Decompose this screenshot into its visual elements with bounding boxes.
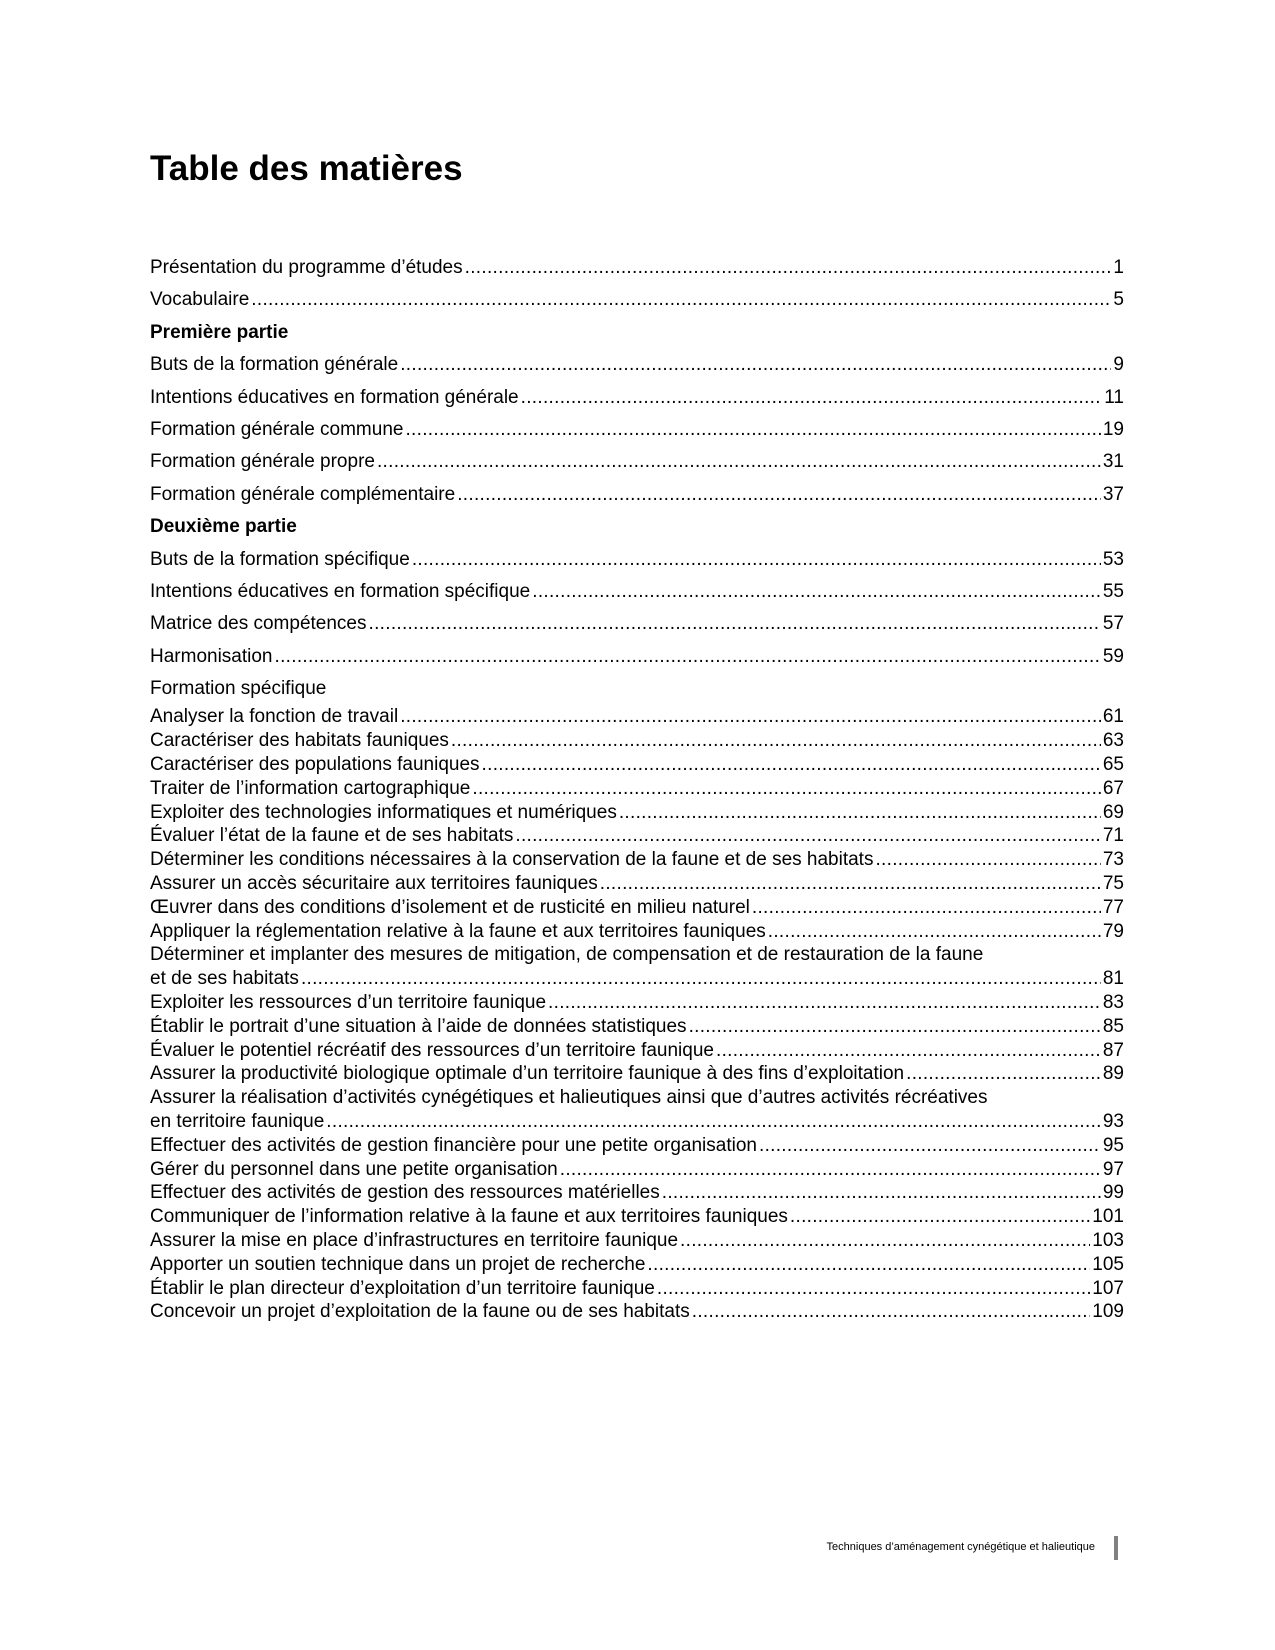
dot-leader [619, 801, 1101, 825]
toc-entry-label: Déterminer les conditions nécessaires à la conservation de la faune et de ses habitats [150, 849, 874, 871]
dot-leader [647, 1253, 1090, 1277]
toc-entry-page: 105 [1092, 1253, 1124, 1275]
toc-entry[interactable] [150, 349, 1124, 381]
toc-entry[interactable] [150, 1181, 1124, 1205]
toc-entry-page: 61 [1102, 706, 1124, 728]
toc-entry-page: 69 [1102, 801, 1124, 823]
toc-entry-label: Traiter de l’information cartographique [150, 777, 471, 799]
toc-entry-page: 19 [1102, 418, 1124, 440]
toc-entry[interactable] [150, 991, 1124, 1015]
toc-entry[interactable] [150, 729, 1124, 753]
toc-entry-page: 37 [1102, 483, 1124, 505]
toc-part2-section [150, 544, 1124, 674]
toc-entry-page: 5 [1113, 289, 1124, 311]
toc-entry-page: 73 [1102, 849, 1124, 871]
part-heading: Première partie [150, 321, 289, 343]
toc-entry-label: Vocabulaire [150, 289, 250, 311]
toc-entry-label: Établir le plan directeur d’exploitation d’un territoire faunique [150, 1277, 655, 1299]
toc-entry-label: en territoire faunique [150, 1111, 325, 1133]
toc-entry[interactable] [150, 1110, 1124, 1134]
dot-leader [275, 641, 1101, 673]
toc-entry[interactable] [150, 1134, 1124, 1158]
toc-entry[interactable] [150, 753, 1124, 777]
dot-leader [482, 753, 1101, 777]
toc-entry-page: 93 [1102, 1111, 1124, 1133]
toc-entry-label: Caractériser des habitats fauniques [150, 730, 449, 752]
dot-leader [457, 479, 1101, 511]
toc-entry[interactable] [150, 1158, 1124, 1182]
toc-entry-label: Exploiter les ressources d’un territoire faunique [150, 992, 547, 1014]
toc-entry-page: 53 [1102, 548, 1124, 570]
toc-entry-label: Effectuer des activités de gestion des ressources matérielles [150, 1182, 660, 1204]
toc-entry[interactable] [150, 414, 1124, 446]
toc-entry-page: 107 [1092, 1277, 1124, 1299]
dot-leader [560, 1158, 1101, 1182]
dot-leader [692, 1300, 1091, 1324]
toc-entry-label: Effectuer des activités de gestion financière pour une petite organisation [150, 1134, 757, 1156]
toc-entry[interactable] [150, 1229, 1124, 1253]
dot-leader [906, 1062, 1101, 1086]
toc-entry-page: 79 [1102, 920, 1124, 942]
toc-entry-page: 9 [1113, 354, 1124, 376]
toc-entry-page: 65 [1102, 754, 1124, 776]
toc-entry[interactable] [150, 641, 1124, 673]
toc-entry[interactable] [150, 1253, 1124, 1277]
toc-entry-wrapped-line[interactable]: Assurer la réalisation d’activités cynégétiques et halieutiques ainsi que d’autres activités récréatives [150, 1087, 988, 1109]
toc-entry-page: 109 [1092, 1301, 1124, 1323]
dot-leader [716, 1039, 1101, 1063]
toc-entry[interactable] [150, 872, 1124, 896]
toc-entry-page: 59 [1102, 645, 1124, 667]
toc-entry-page: 31 [1102, 451, 1124, 473]
toc-entry-page: 71 [1102, 825, 1124, 847]
toc-entry-label: Appliquer la réglementation relative à la faune et aux territoires fauniques [150, 920, 766, 942]
dot-leader [689, 1015, 1101, 1039]
toc-entry[interactable] [150, 705, 1124, 729]
toc-entry-label: Gérer du personnel dans une petite organisation [150, 1158, 558, 1180]
toc-entry-page: 1 [1113, 257, 1124, 278]
dot-leader [515, 824, 1101, 848]
dot-leader [875, 848, 1100, 872]
dot-leader [251, 284, 1111, 316]
toc-entry[interactable] [150, 284, 1124, 316]
footer-title: Techniques d’aménagement cynégétique et halieutique [826, 1541, 1095, 1553]
toc-entry-page: 85 [1102, 1015, 1124, 1037]
toc-entry[interactable] [150, 1062, 1124, 1086]
toc-entry-page: 87 [1102, 1039, 1124, 1061]
toc-entry[interactable] [150, 576, 1124, 608]
toc-entry[interactable] [150, 801, 1124, 825]
dot-leader [412, 544, 1101, 576]
toc-entry[interactable] [150, 777, 1124, 801]
dot-leader [521, 382, 1103, 414]
toc-entry-label: Formation générale complémentaire [150, 483, 456, 505]
toc-entry-page: 55 [1102, 580, 1124, 602]
toc-specific-group [150, 705, 1124, 943]
dot-leader [369, 608, 1101, 640]
dot-leader [768, 920, 1101, 944]
dot-leader [532, 576, 1101, 608]
toc-entry-label: Présentation du programme d’études [150, 257, 463, 278]
dot-leader [759, 1134, 1101, 1158]
dot-leader [400, 349, 1111, 381]
section-heading: Formation spécifique [150, 678, 327, 700]
toc-entry-label: Intentions éducatives en formation générale [150, 386, 519, 408]
toc-entry-label: Apporter un soutien technique dans un projet de recherche [150, 1253, 646, 1275]
toc-entry-label: Exploiter des technologies informatiques et numériques [150, 801, 617, 823]
toc-entry[interactable] [150, 1205, 1124, 1229]
toc-entry-page: 97 [1102, 1158, 1124, 1180]
toc-entry-label: Caractériser des populations fauniques [150, 754, 480, 776]
toc-entry-label: Établir le portrait d’une situation à l’aide de données statistiques [150, 1015, 687, 1037]
toc-entry-page: 75 [1102, 873, 1124, 895]
footer-bar [1114, 1536, 1118, 1560]
toc-entry[interactable] [150, 848, 1124, 872]
toc-entry[interactable] [150, 446, 1124, 478]
toc-entry[interactable] [150, 920, 1124, 944]
toc-intro-section [150, 252, 1124, 317]
toc-entry-label: Formation générale propre [150, 451, 375, 473]
toc-entry-page: 57 [1102, 613, 1124, 635]
toc-entry-label: Assurer la mise en place d’infrastructures en territoire faunique [150, 1230, 679, 1251]
toc-entry-page: 89 [1102, 1063, 1124, 1085]
toc-entry-label: Communiquer de l’information relative à la faune et aux territoires fauniques [150, 1206, 788, 1228]
toc-entry-label: Évaluer le potentiel récréatif des ressources d’un territoire faunique [150, 1039, 714, 1061]
toc-specific-group [150, 991, 1124, 1086]
toc-entry-page: 81 [1102, 968, 1124, 990]
toc-entry[interactable] [150, 608, 1124, 640]
toc-entry-label: Formation générale commune [150, 418, 404, 440]
toc-entry[interactable] [150, 1015, 1124, 1039]
dot-leader [548, 991, 1101, 1015]
toc-entry[interactable] [150, 252, 1124, 284]
toc-entry-page: 101 [1092, 1206, 1124, 1228]
dot-leader [326, 1110, 1101, 1134]
dot-leader [405, 414, 1100, 446]
toc-entry-page: 67 [1102, 777, 1124, 799]
dot-leader [600, 872, 1101, 896]
dot-leader [790, 1205, 1090, 1229]
toc-entry-page: 11 [1104, 386, 1124, 408]
dot-leader [472, 777, 1101, 801]
dot-leader [451, 729, 1101, 753]
toc-entry-label: Évaluer l’état de la faune et de ses habitats [150, 825, 514, 847]
toc-entry-page: 63 [1102, 730, 1124, 752]
toc-entry[interactable] [150, 824, 1124, 848]
dot-leader [752, 896, 1101, 920]
toc-entry-label: Intentions éducatives en formation spécifique [150, 580, 531, 602]
toc-entry-label: Assurer un accès sécuritaire aux territoires fauniques [150, 873, 598, 895]
toc-entry-label: Harmonisation [150, 645, 273, 667]
toc-entry-page: 95 [1102, 1134, 1124, 1156]
toc-entry[interactable] [150, 896, 1124, 920]
toc-entry[interactable] [150, 967, 1124, 991]
toc-entry[interactable] [150, 382, 1124, 414]
dot-leader [301, 967, 1101, 991]
toc-entry-label: et de ses habitats [150, 968, 299, 990]
toc-entry[interactable] [150, 1039, 1124, 1063]
dot-leader [657, 1277, 1090, 1301]
toc-entry-label: Buts de la formation générale [150, 354, 399, 376]
dot-leader [400, 705, 1101, 729]
dot-leader [377, 446, 1101, 478]
toc-entry[interactable] [150, 544, 1124, 576]
toc-entry-label: Matrice des compétences [150, 613, 367, 635]
dot-leader [465, 252, 1112, 284]
toc-entry-page: 83 [1102, 992, 1124, 1014]
toc-entry-label: Buts de la formation spécifique [150, 548, 410, 570]
toc-entry[interactable] [150, 1277, 1124, 1301]
toc-part1-section [150, 349, 1124, 511]
toc-entry[interactable] [150, 479, 1124, 511]
toc-entry-wrapped-line[interactable]: Déterminer et implanter des mesures de mitigation, de compensation et de restauration de la faune [150, 944, 984, 966]
page-title: Table des matières [150, 149, 463, 188]
toc-entry-label: Analyser la fonction de travail [150, 706, 399, 728]
part-heading: Deuxième partie [150, 516, 297, 538]
toc-entry-page: 103 [1092, 1230, 1124, 1251]
table-of-contents [150, 252, 1124, 1324]
toc-entry-label: Œuvrer dans des conditions d’isolement et de rusticité en milieu naturel [150, 896, 750, 918]
toc-entry[interactable] [150, 1300, 1124, 1324]
toc-entry-page: 77 [1102, 896, 1124, 918]
toc-entry-label: Assurer la productivité biologique optimale d’un territoire faunique à des fins d’exploitation [150, 1063, 905, 1085]
dot-leader [680, 1229, 1090, 1253]
toc-entry-label: Concevoir un projet d’exploitation de la faune ou de ses habitats [150, 1301, 690, 1323]
toc-specific-group [150, 1134, 1124, 1324]
dot-leader [662, 1181, 1101, 1205]
toc-entry-page: 99 [1102, 1182, 1124, 1204]
